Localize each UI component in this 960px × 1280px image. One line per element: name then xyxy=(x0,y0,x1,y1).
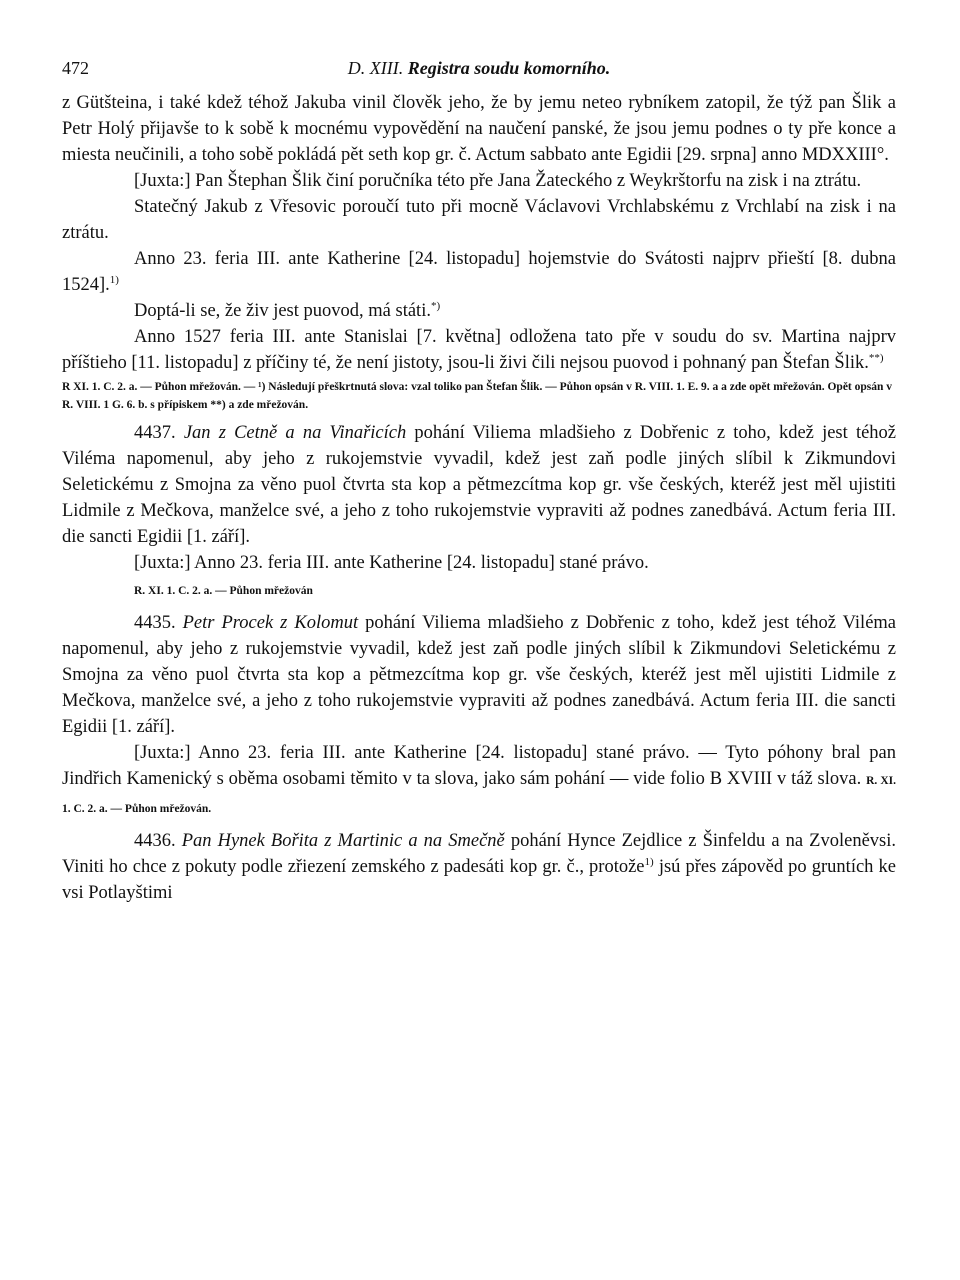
entry-parties: Jan z Cetně a na Vinařicích xyxy=(183,423,407,443)
juxta-text: [Juxta:] Anno 23. feria III. ante Katherine [24. listopadu] stané právo. — Tyto póhony bral pan Jindřich Kamenický s oběma osobami těmito v ta slova, jako sám pohání — vide folio B XVIII v táž slova. xyxy=(62,743,896,789)
entry-text: pohání Viliema mladšieho z Dobřenic z toho, kdež jest téhož Viléma napomenul, aby jeho z rukojemstvie vyvadil, kdež jest zaň podle jiných slíbil k Zikmundovi Seletickému z Smojna za věno puol čtvrta sta kop a pětmezcítma kop gr. vše českých, kteréž jest měl ujistiti Lidmile z Mečkova, manželce své, a jeho z toho rukojemstvie vypraviti až podnes zanedbává. Actum feria III. die sancti Egidii [1. září]. xyxy=(62,613,897,737)
footnote-mark-star: *) xyxy=(430,299,441,312)
footnote-block: R XI. 1. C. 2. a. — Půhon mřežován. — ¹) Následují přeškrtnutá slova: vzal toliko pan Štefan Šlik. — Půhon opsán v R. VIII. 1. E. 9. a a zde opět mřežován. Opět opsán v R. VIII. 1 G. 6. b. s přípiskem **) a zde mřežován. xyxy=(62,381,893,411)
page-header xyxy=(62,58,896,90)
dopta-text: Doptá-li se, že živ jest puovod, má státi. xyxy=(134,301,431,321)
page-number: 472 xyxy=(62,58,89,78)
entry-4435-body xyxy=(62,610,896,740)
entry-parties: Pan Hynek Bořita z Martinic a na Smečně xyxy=(181,831,505,851)
entry-parties: Petr Procek z Kolomut xyxy=(182,613,359,633)
entry-text-b: jsú přes zápověd po gruntích ke vsi Potlayštimi xyxy=(62,857,896,903)
entry-number: 4437. xyxy=(134,423,176,443)
paragraph-juxta-1: [Juxta:] Pan Štephan Šlik činí poručníka této pře Jana Žateckého z Weykrštorfu na zisk i na ztrátu. xyxy=(134,171,862,191)
entry-number: 4436. xyxy=(134,831,176,851)
running-title xyxy=(62,58,896,79)
anno-23-text: Anno 23. feria III. ante Katherine [24. listopadu] hojemstvie do Svátosti najprv přieští [8. dubna 1524]. xyxy=(62,249,896,295)
paragraph-jakub: Statečný Jakub z Vřesovic poroučí tuto při mocně Václavovi Vrchlabskému z Vrchlabí na zisk i na ztrátu. xyxy=(62,197,896,243)
entry-4437 xyxy=(62,420,896,604)
entry-4437-source xyxy=(62,576,896,604)
entry-4436 xyxy=(62,828,896,906)
anno-1527-text: Anno 1527 feria III. ante Stanislai [7. května] odložena tato pře v soudu do sv. Martina najprv příštieho [11. listopadu] z příčiny té, že není jistoty, jsou-li živi čili nejsou puovod i pohnaný pan Štefan Šlik. xyxy=(62,327,896,373)
source-reference: R. XI. 1. C. 2. a. — Půhon mřežován. xyxy=(62,775,897,815)
paragraph-anno-1527 xyxy=(62,324,896,376)
footnote-mark-1: 1) xyxy=(109,273,119,286)
entry-4435-juxta xyxy=(62,740,896,822)
footnote-mark: 1) xyxy=(644,855,654,868)
entry-text-a: pohání Hynce Zejdlice z Šinfeldu a na Zvoleněvsi. Viniti ho chce z pokuty podle zřiezení zemského z padesáti kop gr. č., protože xyxy=(62,831,896,877)
entry-text: pohání Viliema mladšieho z Dobřenic z toho, kdež jest téhož Viléma napomenul, aby jeho z rukojemstvie vyvadil, kdež jest zaň podle jiných slíbil k Zikmundovi Seletickému z Smojna za věno puol čtvrta sta kop a pětmezcítma kop gr. vše českých, kteréž jest měl ujistiti Lidmile z Mečkova, manželce své, a jeho z toho rukojemstvie vypraviti až podnes zanedbává. Actum feria III. die sancti Egidii [1. září]. xyxy=(62,423,897,547)
document-page xyxy=(62,58,896,906)
entry-4436-body xyxy=(62,828,896,906)
running-title-prefix: D. XIII. xyxy=(347,58,404,78)
running-title-text: Registra soudu komorního. xyxy=(407,58,611,78)
footnote-mark-double-star: **) xyxy=(868,351,884,364)
entry-4437-body xyxy=(62,420,896,550)
entry-number: 4435. xyxy=(134,613,176,633)
source-reference: R. XI. 1. C. 2. a. — Půhon mřežován xyxy=(134,585,313,597)
paragraph-continuation: z Gütšteina, i také kdež téhož Jakuba vinil člověk jeho, že by jemu neteo rybníkem zatopil, že týž pan Šlik a Petr Holý přijavše to k sobě k mocnému vypovědění na naučení panské, že jsou jemu podnes o ty pře konce a miesta neučinili, a toho sobě pokládá pět seth kop gr. č. Actum sabbato ante Egidii [29. srpna] anno MDXXIII°. xyxy=(62,93,896,165)
entry-4435 xyxy=(62,610,896,822)
paragraph-anno-23 xyxy=(62,246,896,298)
paragraph-dopta xyxy=(62,298,896,324)
entry-4437-juxta: [Juxta:] Anno 23. feria III. ante Katherine [24. listopadu] stané právo. xyxy=(134,553,649,573)
